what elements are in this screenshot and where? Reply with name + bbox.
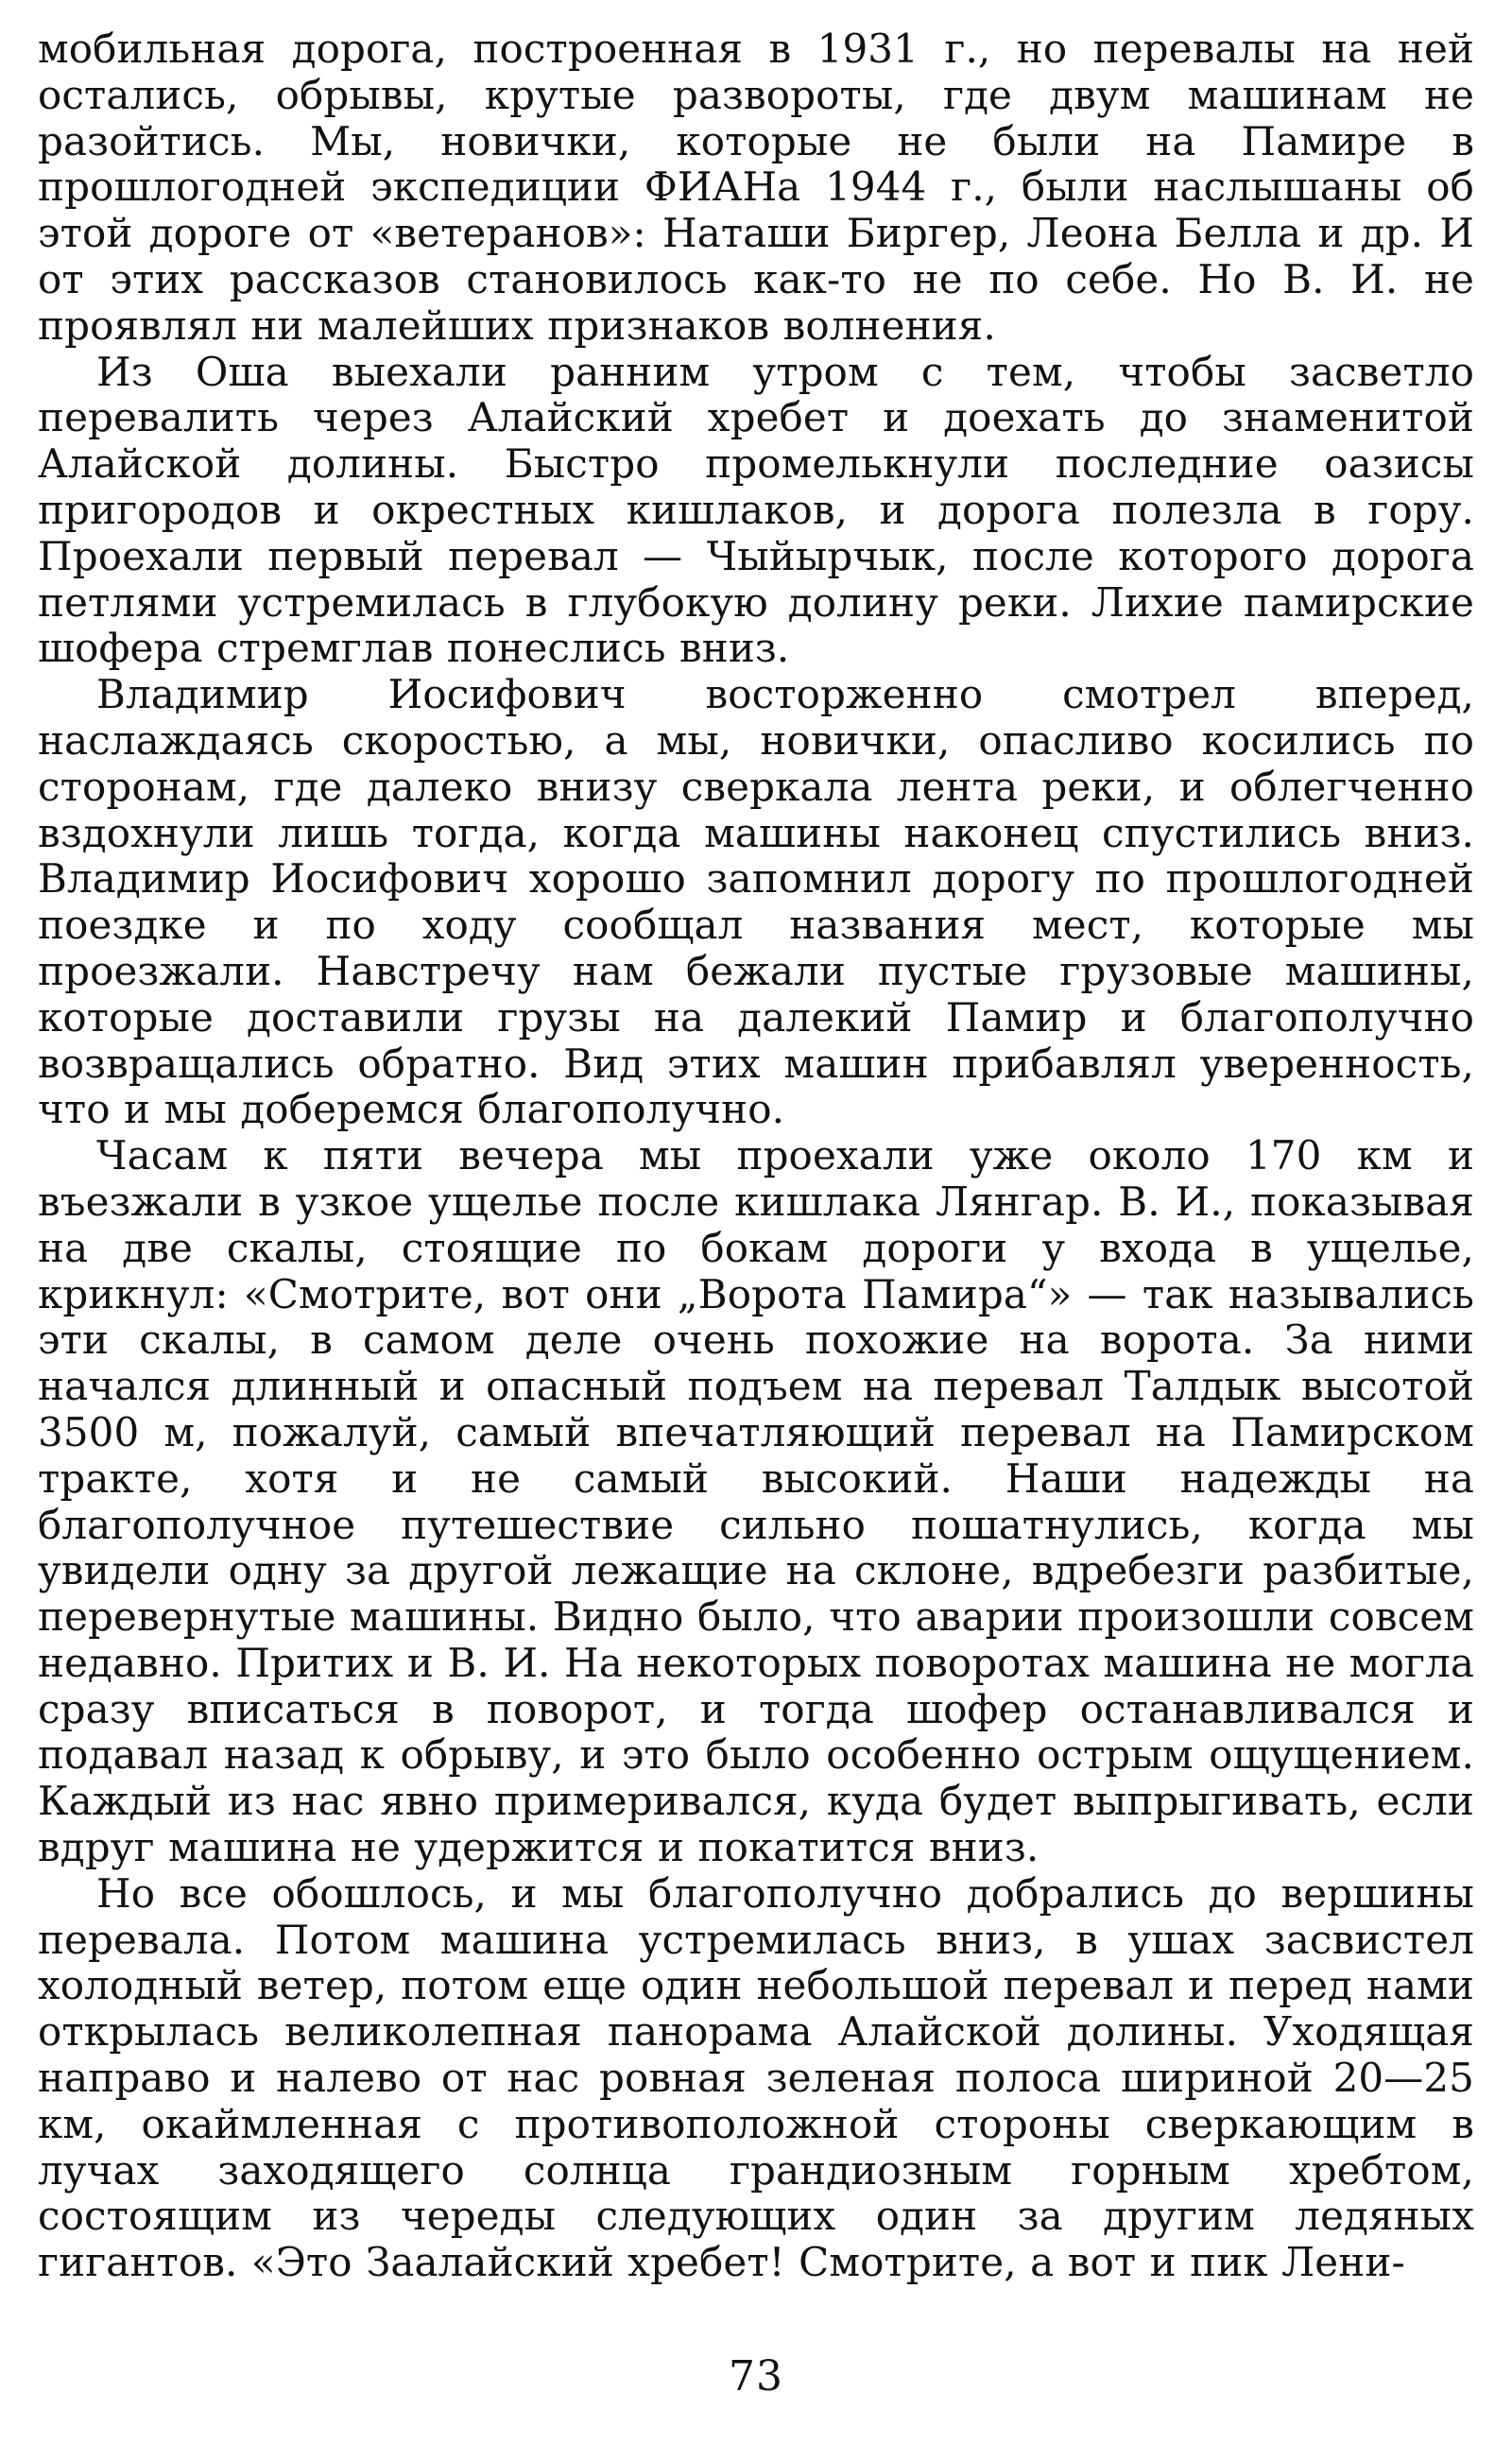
- paragraph-2: Из Оша выехали ранним утром с тем, чтобы засветло перевалить через Алайский хребет и доехать до знаменитой Алайской долины. Быстро промелькнули последние оазисы пригородов и окрестных кишлаков, и дорога полезла в гору. Проехали первый перевал — Чыйырчык, после которого дорога петлями устремилась в глубокую долину реки. Лихие памирские шофера стремглав понеслись вниз.: [38, 348, 1474, 672]
- body-text: [38, 26, 1474, 2286]
- paragraph-3: Владимир Иосифович восторженно смотрел вперед, наслаждаясь скоростью, а мы, новички, опасливо косились по сторонам, где далеко внизу сверкала лента реки, и облегченно вздохнули лишь тогда, когда машины наконец спустились вниз. Владимир Иосифович хорошо запомнил дорогу по прошлогодней поездке и по ходу сообщал названия мест, которые мы проезжали. Навстречу нам бежали пустые грузовые машины, которые доставили грузы на далекий Памир и благополучно возвращались обратно. Вид этих машин прибавлял уверенность, что и мы доберемся благополучно.: [38, 671, 1474, 1133]
- paragraph-1: мобильная дорога, построенная в 1931 г., но перевалы на ней остались, обрывы, крутые развороты, где двум машинам не разойтись. Мы, новички, которые не были на Памире в прошлогодней экспедиции ФИАНа 1944 г., были наслышаны об этой дороге от «ветеранов»: Наташи Биргер, Леона Белла и др. И от этих рассказов становилось как-то не по себе. Но В. И. не проявлял ни малейших признаков волнения.: [38, 26, 1474, 349]
- paragraph-5: Но все обошлось, и мы благополучно добрались до вершины перевала. Потом машина устремилась вниз, в ушах засвистел холодный ветер, потом еще один небольшой перевал и перед нами открылась великолепная панорама Алайской долины. Уходящая направо и налево от нас ровная зеленая полоса шириной 20—25 км, окаймленная с противоположной стороны сверкающим в лучах заходящего солнца грандиозным горным хребтом, состоящим из череды следующих один за другим ледяных гигантов. «Это Заалайский хребет! Смотрите, а вот и пик Лени-: [38, 1869, 1474, 2286]
- paragraph-4: Часам к пяти вечера мы проехали уже около 170 км и въезжали в узкое ущелье после кишлака Лянгар. В. И., показывая на две скалы, стоящие по бокам дороги у входа в ущелье, крикнул: «Смотрите, вот они „Ворота Памира“» — так назывались эти скалы, в самом деле очень похожие на ворота. За ними начался длинный и опасный подъем на перевал Талдык высотой 3500 м, пожалуй, самый впечатляющий перевал на Памирском тракте, хотя и не самый высокий. Наши надежды на благополучное путешествие сильно пошатнулись, когда мы увидели одну за другой лежащие на склоне, вдребезги разбитые, перевернутые машины. Видно было, что аварии произошли совсем недавно. Притих и В. И. На некоторых поворотах машина не могла сразу вписаться в поворот, и тогда шофер останавливался и подавал назад к обрыву, и это было особенно острым ощущением. Каждый из нас явно примеривался, куда будет выпрыгивать, если вдруг машина не удержится и покатится вниз.: [38, 1132, 1474, 1871]
- page-number: 73: [729, 2352, 783, 2401]
- book-page: [38, 26, 1474, 2427]
